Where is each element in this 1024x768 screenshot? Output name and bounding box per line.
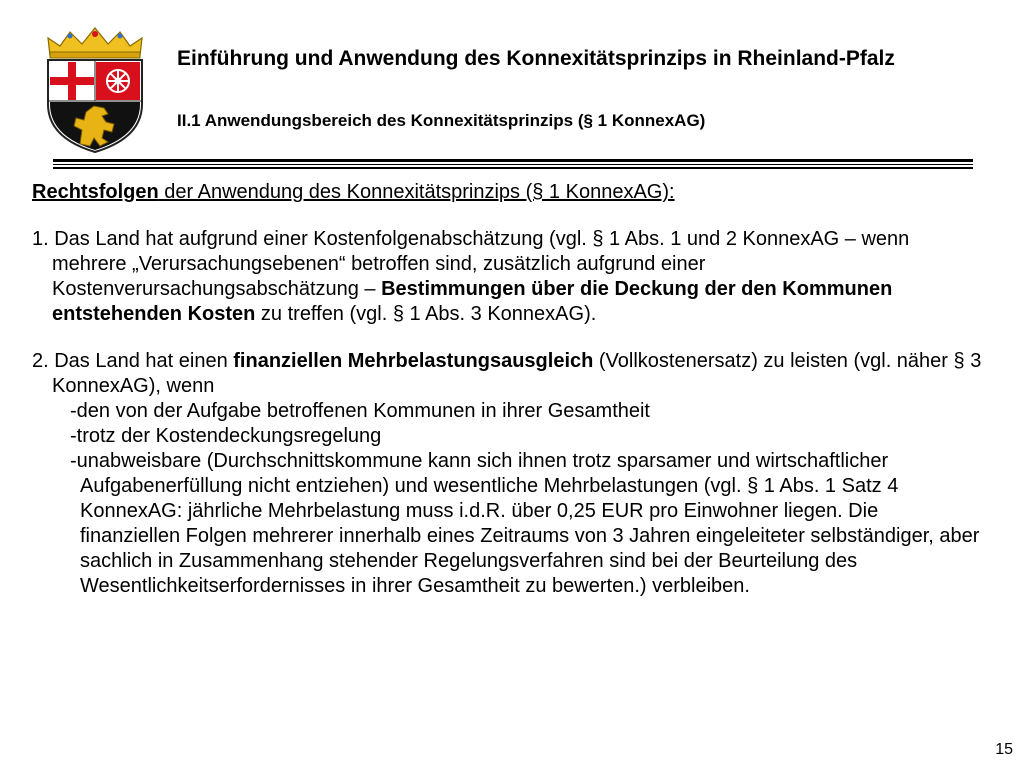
slide-body (32, 180, 982, 599)
coat-of-arms-logo (42, 26, 148, 154)
header-divider-bottom (53, 167, 973, 169)
sub-item-2: -trotz der Kostendeckungsregelung (70, 425, 382, 447)
page-number: 15 (995, 741, 1013, 758)
item2-bold: finanziellen Mehrbelastungsausgleich (233, 350, 594, 372)
header-divider-thin (53, 164, 973, 165)
item2-text-b: (Vollkostenersatz) zu leisten (vgl. näher § 3 KonnexAG), wenn (52, 350, 982, 397)
slide-title: Einführung und Anwendung des Konnexitätsprinzips in Rheinland-Pfalz (177, 47, 895, 70)
intro-rest: der Anwendung des Konnexitätsprinzips (§ 1 KonnexAG): (158, 181, 675, 203)
slide-subtitle: II.1 Anwendungsbereich des Konnexitätsprinzips (§ 1 KonnexAG) (177, 111, 706, 130)
item1-text-b: zu treffen (vgl. § 1 Abs. 3 KonnexAG). (255, 303, 597, 325)
wheel-icon (107, 70, 129, 92)
list-item-1 (32, 227, 982, 327)
item1-bold: Bestimmungen über die Deckung der den Kommunen entstehenden Kosten (52, 278, 893, 325)
item2-text-a: 2. Das Land hat einen (32, 350, 234, 372)
intro-line (32, 180, 982, 205)
list-item-2 (32, 349, 982, 399)
sub-item-1: -den von der Aufgabe betroffenen Kommunen in ihrer Gesamtheit (70, 400, 650, 422)
intro-bold: Rechtsfolgen (32, 181, 159, 203)
header-divider-thick (53, 159, 973, 162)
item1-text-a: 1. Das Land hat aufgrund einer Kostenfolgenabschätzung (vgl. § 1 Abs. 1 und 2 KonnexAG – wenn mehrere „Verursachungsebenen“ betroffen sind, zusätzlich aufgrund einer Kostenverursachungsabschätzung – (32, 228, 910, 300)
sub-item-3: -unabweisbare (Durchschnittskommune kann sich ihnen trotz sparsamer und wirtschaftlicher Aufgabenerfüllung nicht entziehen) und wesentliche Mehrbelastungen (vgl. § 1 Abs. 1 Satz 4 KonnexAG: jährliche Mehrbelastung muss i.d.R. über 0,25 EUR pro Einwohner liegen. Die finanziellen Folgen mehrerer innerhalb eines Zeitraums von 3 Jahren eingeleiteter selbständiger, aber sachlich in Zusammenhang stehender Regelungsverfahren sind bei der Beurteilung des Wesentlichkeitserfordernisses in ihrer Gesamtheit zu bewerten.) verbleiben. (70, 450, 980, 597)
crown-icon (48, 28, 142, 58)
